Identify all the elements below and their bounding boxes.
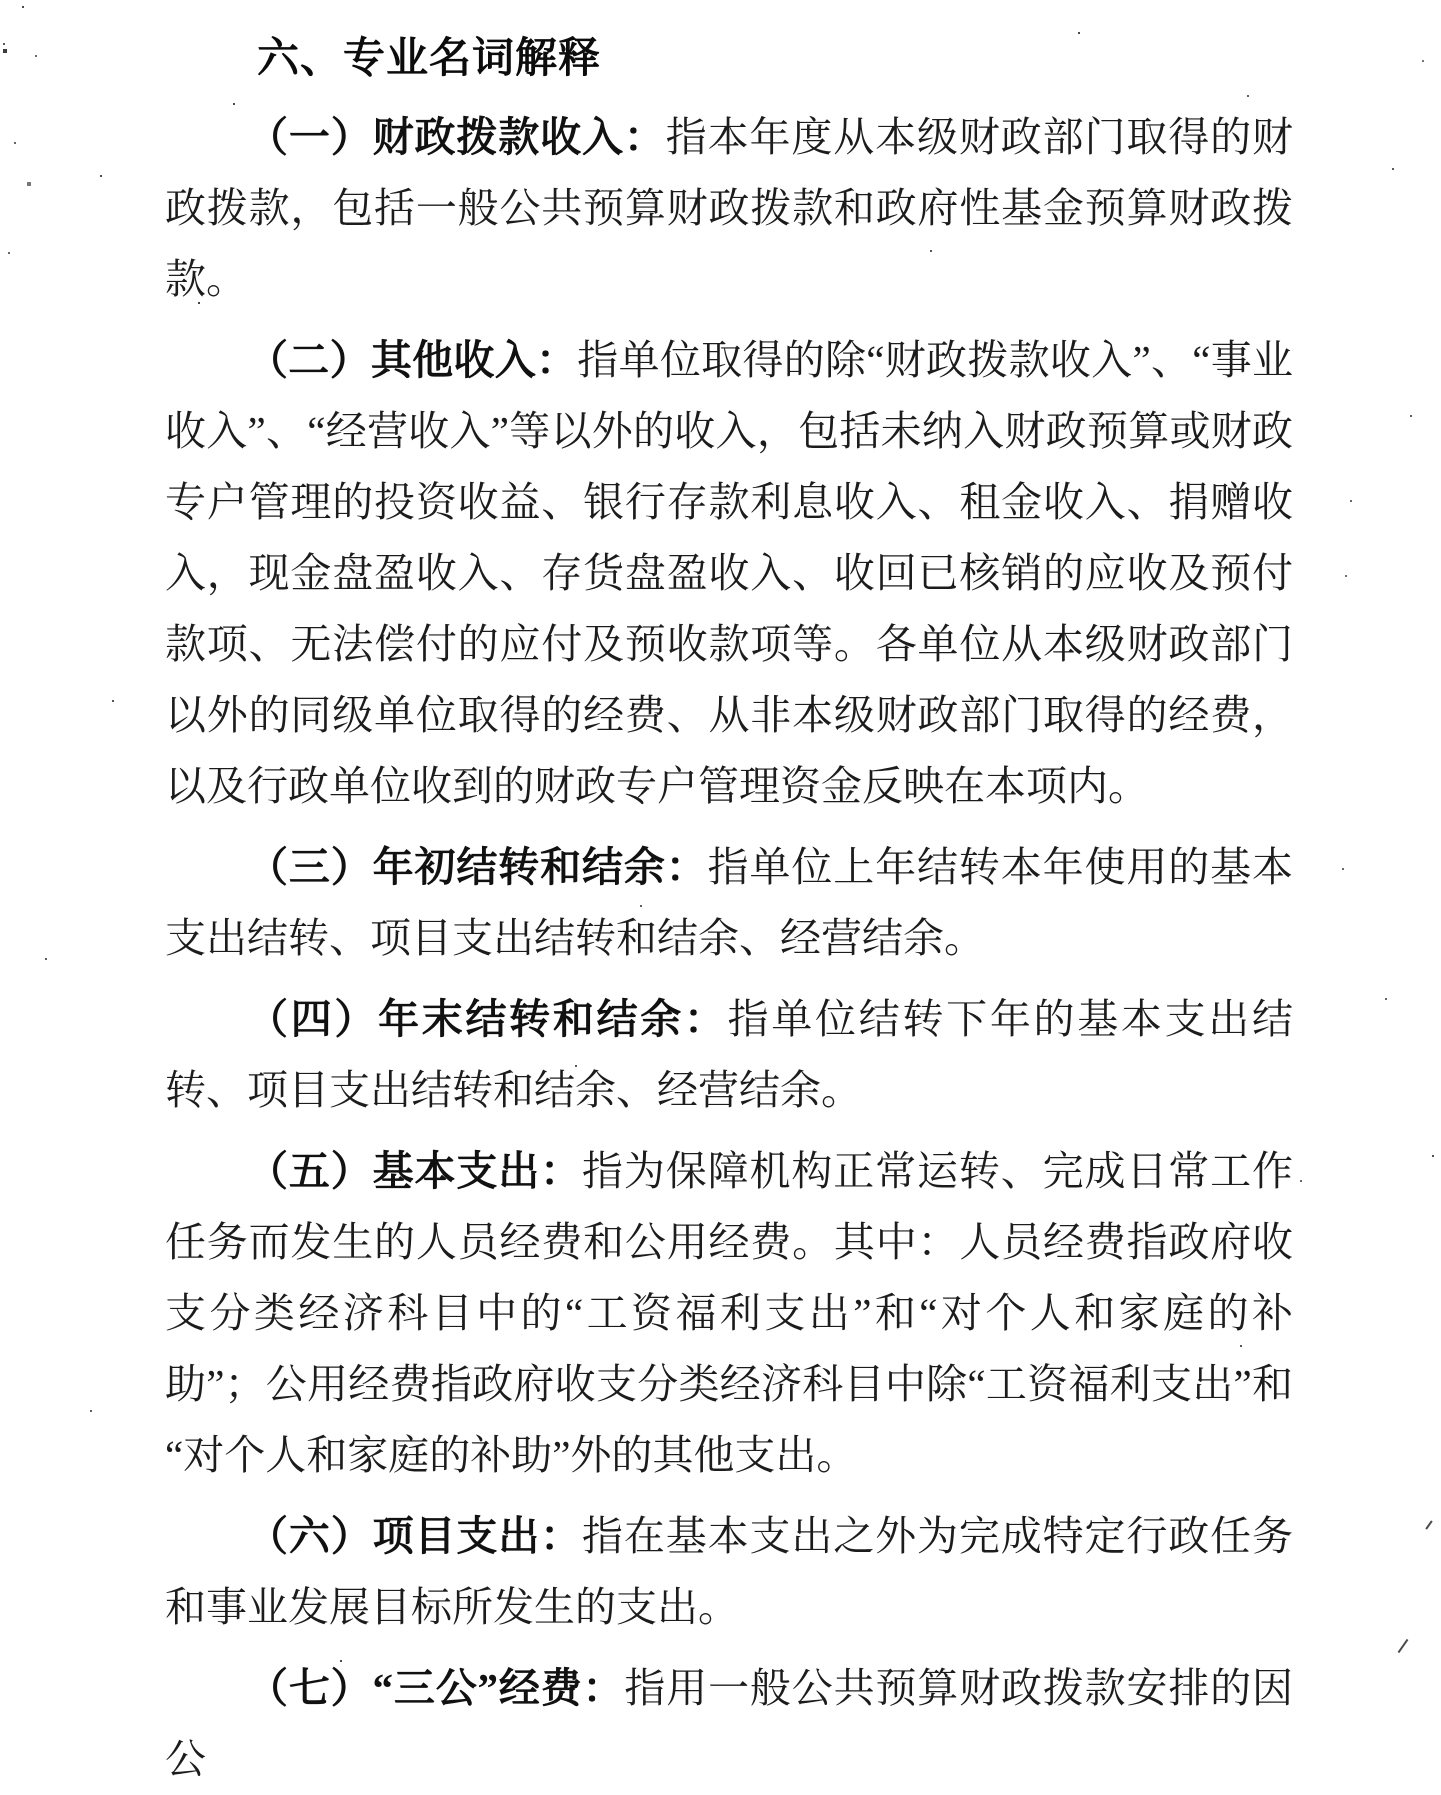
definition-paragraph-5 (165, 1136, 1293, 1491)
term-definition: 指在基本支出之外为完成特定行政任务和事业发展目标所发生的支出。 (165, 1513, 1293, 1630)
term-definition: 指本年度从本级财政部门取得的财政拨款，包括一般公共预算财政拨款和政府性基金预算财政拨款。 (165, 114, 1293, 302)
term-label: （五）基本支出： (247, 1148, 582, 1194)
term-definition: 指单位结转下年的基本支出结转、项目支出结转和结余、经营结余。 (165, 996, 1294, 1113)
scan-edge-mark (1425, 1520, 1432, 1529)
definition-paragraph-3 (165, 832, 1293, 974)
term-definition: 指单位上年结转本年使用的基本支出结转、项目支出结转和结余、经营结余。 (165, 844, 1293, 961)
term-label: （六）项目支出： (247, 1513, 582, 1559)
scan-noise-specks (0, 0, 2, 2)
definition-paragraph-4 (165, 984, 1293, 1126)
definition-paragraph-7 (165, 1653, 1293, 1795)
term-definition: 指用一般公共预算财政拨款安排的因公 (165, 1665, 1294, 1782)
term-label: （四）年末结转和结余： (247, 996, 728, 1042)
term-definition: 指为保障机构正常运转、完成日常工作任务而发生的人员经费和公用经费。其中：人员经费指政府收支分类经济科目中的“工资福利支出”和“对个人和家庭的补助”；公用经费指政府收支分类经济科目中除“工资福利支出”和“对个人和家庭的补助”外的其他支出。 (165, 1148, 1293, 1478)
definition-paragraph-6 (165, 1501, 1293, 1643)
term-label: （二）其他收入： (247, 337, 578, 383)
term-definition: 指单位取得的除“财政拨款收入”、“事业收入”、“经营收入”等以外的收入，包括未纳入财政预算或财政专户管理的投资收益、银行存款利息收入、租金收入、捐赠收入，现金盘盈收入、存货盘盈收入、收回已核销的应收及预付款项、无法偿付的应付及预收款项等。各单位从本级财政部门以外的同级单位取得的经费、从非本级财政部门取得的经费，以及行政单位收到的财政专户管理资金反映在本项内。 (165, 337, 1294, 809)
term-label: （三）年初结转和结余： (247, 844, 708, 890)
term-label: （七）“三公”经费： (247, 1665, 625, 1711)
term-label: （一）财政拨款收入： (247, 114, 666, 160)
scan-corner-mark (1398, 1639, 1409, 1653)
document-body (165, 30, 1293, 1795)
section-heading: 六、专业名词解释 (256, 34, 601, 81)
definition-paragraph-2 (165, 325, 1293, 822)
definition-paragraph-1 (165, 102, 1293, 315)
